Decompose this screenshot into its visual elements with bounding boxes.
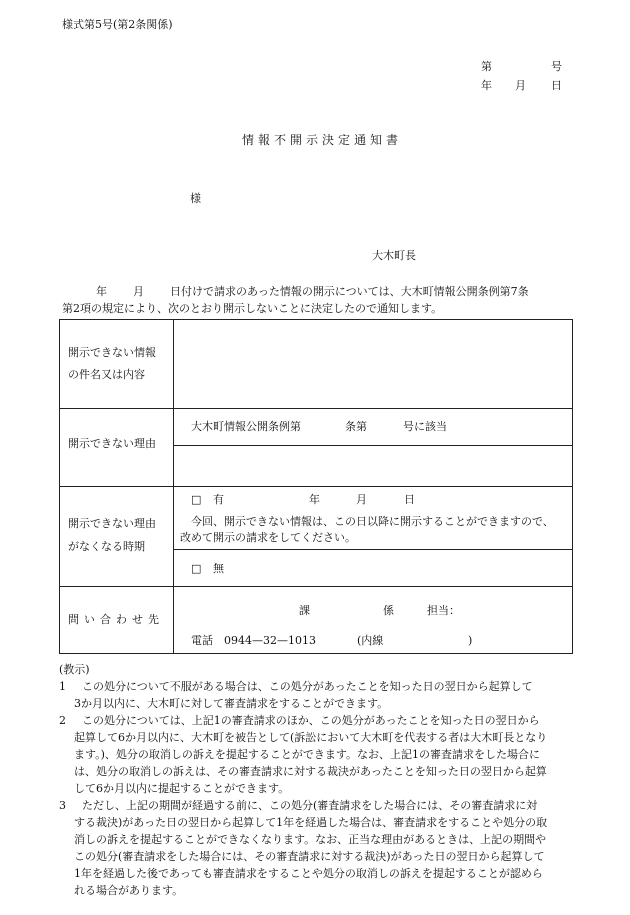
note-item-1: [59, 678, 579, 712]
row3-yes-label: 有: [213, 493, 224, 506]
notes-heading: (教示): [59, 663, 90, 676]
number-label-dai: 第: [481, 60, 492, 73]
row-divider-2: [60, 486, 572, 487]
row4-phone: 電話 0944—32—1013: [191, 634, 316, 647]
issuer: 大木町長: [372, 249, 416, 262]
document-title: 情報不開示決定通知書: [242, 133, 403, 147]
note-line: 1年を経過した後であっても審査請求をすることや処分の取消しの訴えを提起することが認めら: [74, 867, 543, 880]
row2-label: 開示できない理由: [68, 437, 156, 450]
row1-label-line1: 開示できない情報: [68, 346, 156, 359]
row4-ka: 課: [299, 604, 310, 617]
date-day-label: 日: [551, 79, 562, 92]
note-line: 3か月以内に、大木町に対して審査請求をすることができます。: [74, 697, 389, 710]
row3-month: 月: [356, 493, 367, 506]
row-divider-1: [60, 408, 572, 409]
addressee-suffix: 様: [190, 192, 201, 205]
notes-section: [59, 661, 579, 899]
row-divider-3: [60, 586, 572, 587]
row4-extension-close: ): [468, 634, 473, 647]
row2-clause-prefix: 大木町情報公開条例第: [191, 420, 301, 433]
number-label-go: 号: [551, 60, 562, 73]
row4-label: 問い合わせ先: [68, 613, 164, 626]
note-line: この処分について不服がある場合は、この処分があったことを知った日の翌日から起算して: [82, 680, 533, 693]
date-month-label: 月: [515, 79, 526, 92]
row3-year: 年: [309, 493, 320, 506]
row1-label-line2: の件名又は内容: [68, 368, 145, 381]
date-year-label: 年: [481, 79, 492, 92]
note-line: ただし、上記の期間が経過する前に、この処分(審査請求をした場合には、その審査請求に対: [82, 799, 538, 812]
row4-tantou: 担当：: [427, 604, 460, 617]
note-line: この処分(審査請求をした場合には、その審査請求に対する裁決)があった日の翌日から起算して: [74, 850, 545, 863]
note-line: 起算して6か月以内に、大木町を被告として(訴訟において大木町を代表する者は大木町長となり: [74, 731, 548, 744]
note-number: 2: [59, 714, 66, 727]
note-line: れる場合があります。: [74, 884, 184, 897]
row2-clause-jou: 条第: [345, 420, 367, 433]
row4-kakari: 係: [383, 604, 394, 617]
note-item-3: [59, 797, 579, 899]
note-number: 1: [59, 680, 66, 693]
note-number: 3: [59, 799, 66, 812]
row3-no-label: 無: [213, 562, 224, 575]
row3-yes-text-line1: 今回、開示できない情報は、この日以降に開示することができますので、: [191, 515, 554, 528]
row3-no-checkbox[interactable]: □: [191, 562, 202, 575]
form-id: 様式第5号(第2条関係): [62, 18, 173, 31]
form-table: [59, 319, 573, 654]
note-line: この処分については、上記1の審査請求のほか、この処分があったことを知った日の翌日から: [82, 714, 540, 727]
note-line: ます。)、処分の取消しの訴えを提起することができます。なお、上記1の審査請求をした場合に: [74, 748, 541, 761]
row3-inner-divider: [173, 549, 572, 550]
row3-yes-checkbox[interactable]: □: [191, 493, 202, 506]
intro-line1: 日付けで請求のあった情報の開示については、大木町情報公開条例第7条: [170, 285, 529, 298]
row3-label-line1: 開示できない理由: [68, 517, 156, 530]
note-item-2: [59, 712, 579, 797]
intro-month: 月: [133, 285, 144, 298]
note-line: する裁決)があった日の翌日から起算して1年を経過した場合は、審査請求をすることや処分の取: [74, 816, 548, 829]
row2-clause-suffix: 号に該当: [403, 420, 447, 433]
note-line: は、処分の取消しの訴えは、その審査請求に対する裁決があったことを知った日の翌日から起算: [74, 765, 547, 778]
row2-inner-divider: [173, 445, 572, 446]
note-line: して6か月以内に提起することができます。: [74, 782, 290, 795]
row3-label-line2: がなくなる時期: [68, 540, 145, 553]
intro-year: 年: [96, 285, 107, 298]
note-line: 消しの訴えを提起することができなくなります。なお、正当な理由があるときは、上記の期間や: [74, 833, 547, 846]
intro-line2: 第2項の規定により、次のとおり開示しないことに決定したので通知します。: [62, 302, 443, 315]
row3-yes-text-line2: 改めて開示の請求をしてください。: [180, 531, 356, 544]
row3-day: 日: [404, 493, 415, 506]
row4-extension-open: (内線: [357, 634, 384, 647]
